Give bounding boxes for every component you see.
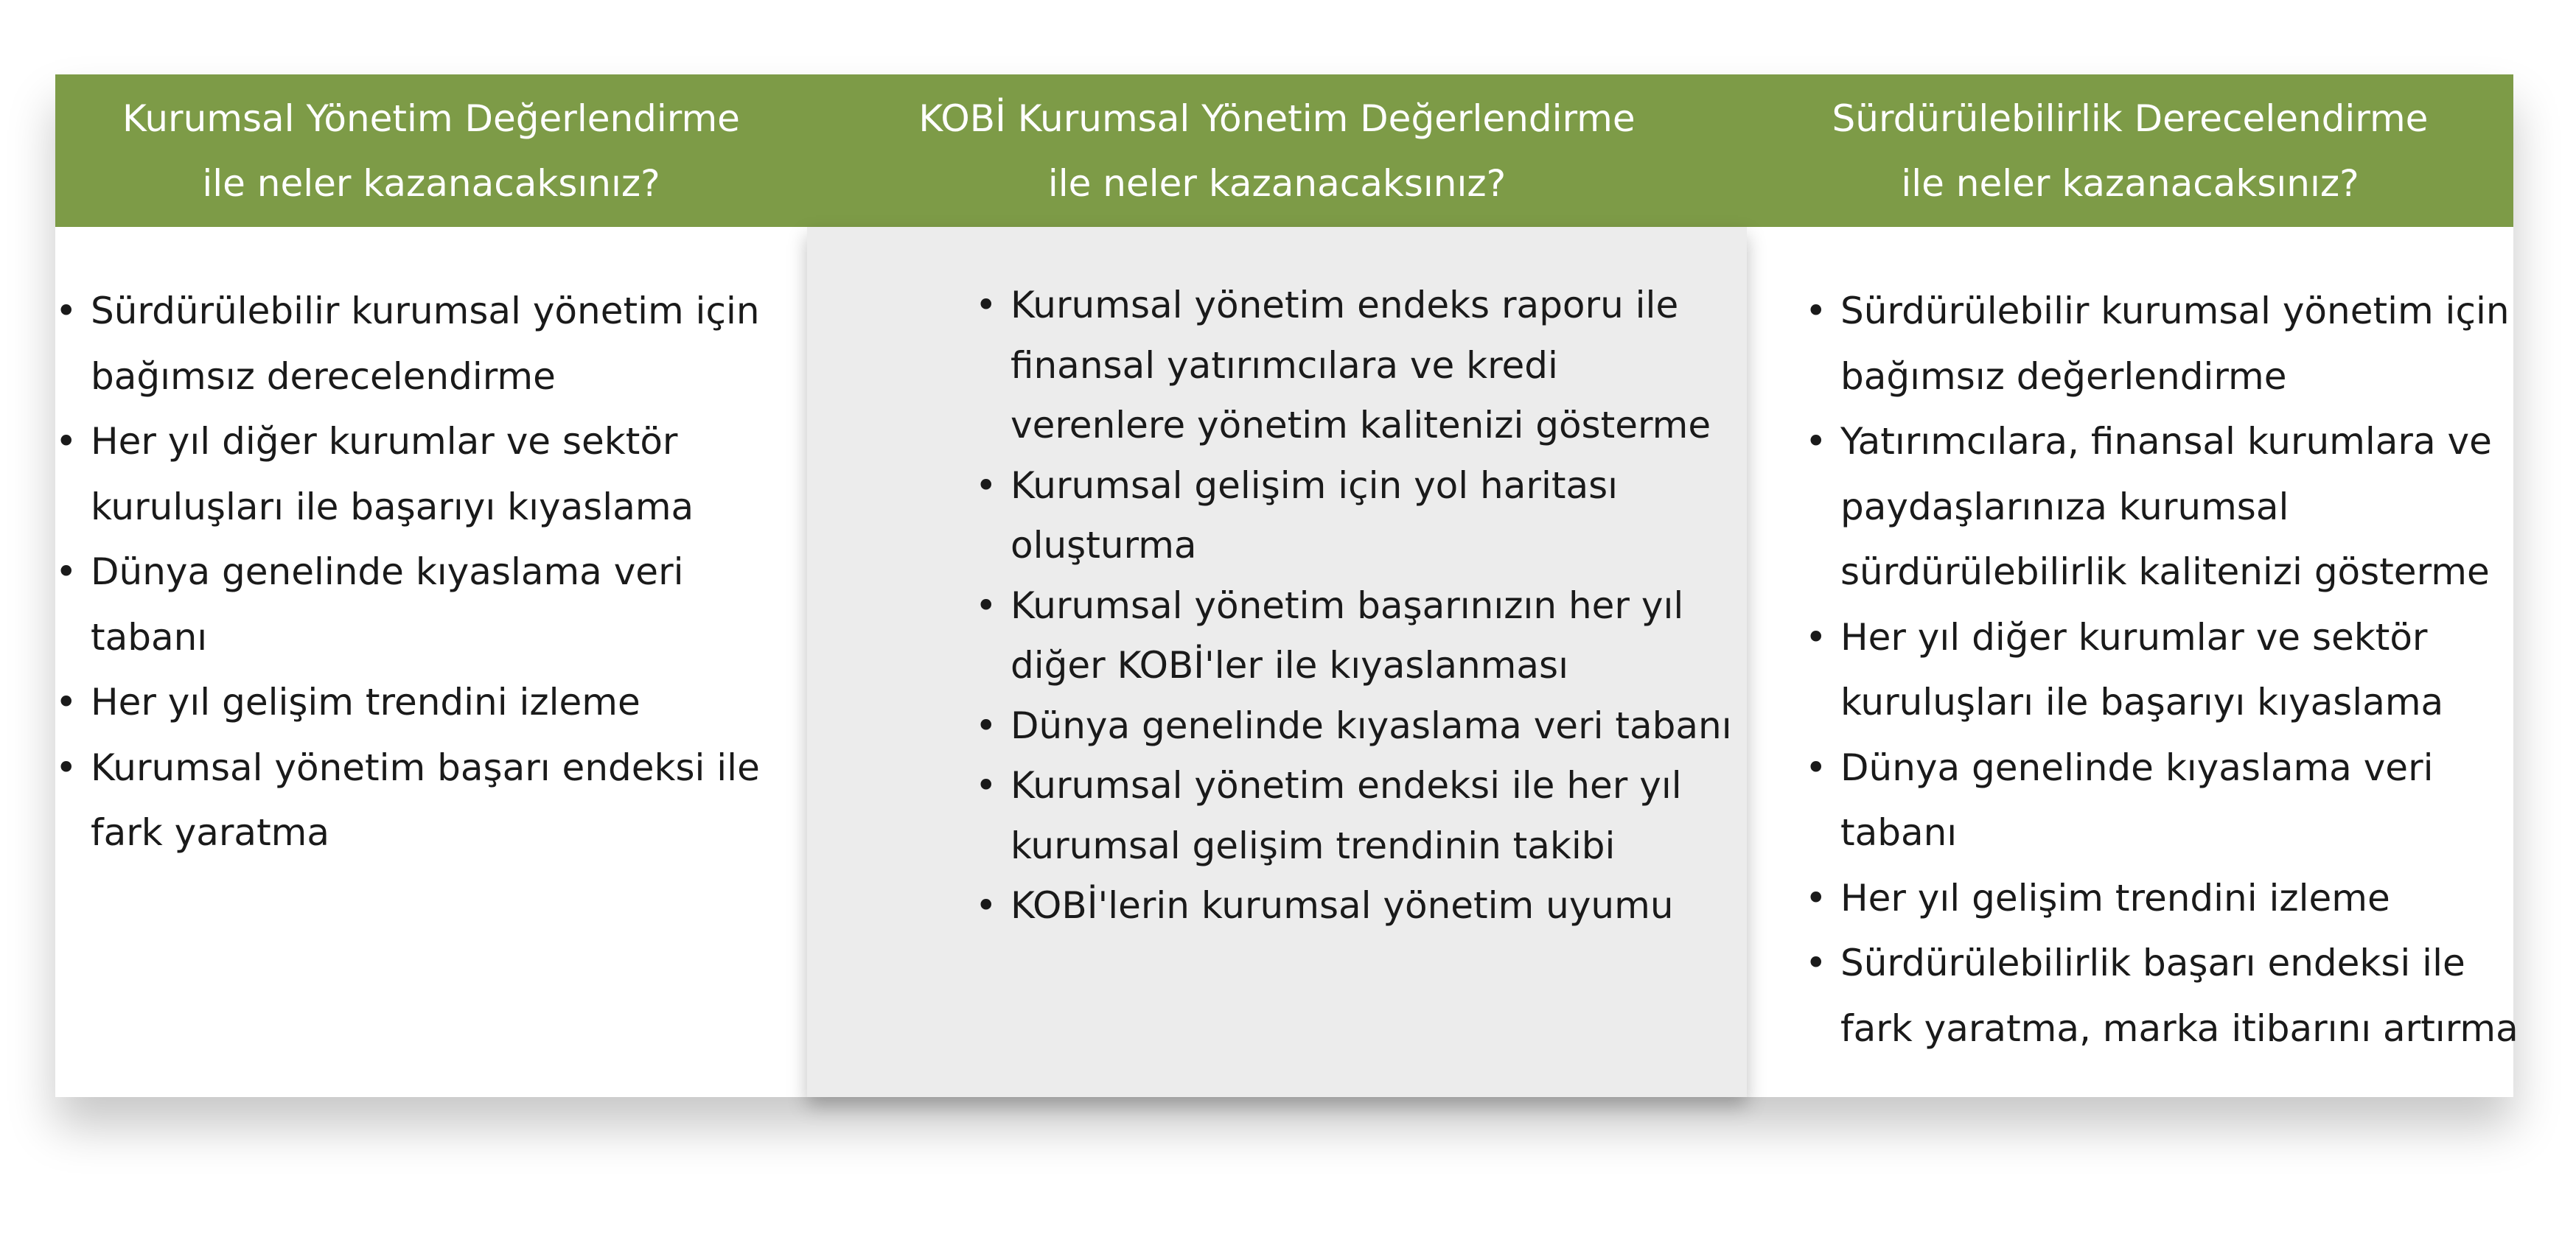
column-sme-governance	[807, 227, 1747, 1097]
header-sme-governance	[807, 74, 1747, 227]
list-item: • Kurumsal yönetim başarı endeksi ile fark yaratma	[55, 735, 792, 866]
column-sustainability	[1747, 227, 2519, 1097]
comparison-table	[55, 74, 2519, 1097]
list-item: • Dünya genelinde kıyaslama veri tabanı	[1805, 735, 2542, 866]
list-item: • Sürdürülebilirlik başarı endeksi ile fark yaratma, marka itibarını artırma	[1805, 931, 2542, 1061]
list-item: • Her yıl gelişim trendini izleme	[1805, 866, 2542, 931]
list-item: • Dünya genelinde kıyaslama veri tabanı	[975, 696, 1734, 757]
header-sustainability	[1747, 74, 2513, 227]
list-item: • Sürdürülebilir kurumsal yönetim için bağımsız derecelendirme	[55, 279, 792, 409]
header-line: Sürdürülebilirlik Derecelendirme	[1832, 97, 2429, 140]
list-item: • Her yıl diğer kurumlar ve sektör kuruluşları ile başarıyı kıyaslama	[1805, 605, 2542, 735]
list-item: • Kurumsal yönetim endeks raporu ile finansal yatırımcılara ve kredi verenlere yönetim kalitenizi gösterme	[975, 276, 1734, 456]
header-line: ile neler kazanacaksınız?	[1901, 161, 2359, 205]
list-item: • Sürdürülebilir kurumsal yönetim için bağımsız değerlendirme	[1805, 279, 2542, 409]
header-corporate-governance	[55, 74, 807, 227]
list-item: • Kurumsal yönetim başarınızın her yıl diğer KOBİ'ler ile kıyaslanması	[975, 576, 1734, 696]
header-line: ile neler kazanacaksınız?	[202, 161, 660, 205]
list-item: • Her yıl gelişim trendini izleme	[55, 670, 792, 735]
list-item: • Yatırımcılara, finansal kurumlara ve paydaşlarınıza kurumsal sürdürülebilirlik kalitenizi gösterme	[1805, 409, 2542, 605]
header-line: Kurumsal Yönetim Değerlendirme	[122, 97, 740, 140]
list-item: • Her yıl diğer kurumlar ve sektör kuruluşları ile başarıyı kıyaslama	[55, 409, 792, 539]
list-item: • Dünya genelinde kıyaslama veri tabanı	[55, 539, 792, 670]
header-line: ile neler kazanacaksınız?	[1047, 161, 1507, 205]
column-corporate-governance	[55, 227, 807, 1097]
list-item: • Kurumsal gelişim için yol haritası oluşturma	[975, 456, 1734, 576]
table-header	[55, 74, 2513, 227]
list-item: • Kurumsal yönetim endeksi ile her yıl kurumsal gelişim trendinin takibi	[975, 756, 1734, 876]
list-item: • KOBİ'lerin kurumsal yönetim uyumu	[975, 876, 1734, 936]
benefit-list	[1805, 279, 2542, 1061]
benefit-list	[55, 279, 792, 866]
benefit-list	[975, 276, 1734, 936]
header-line: KOBİ Kurumsal Yönetim Değerlendirme	[918, 97, 1636, 140]
